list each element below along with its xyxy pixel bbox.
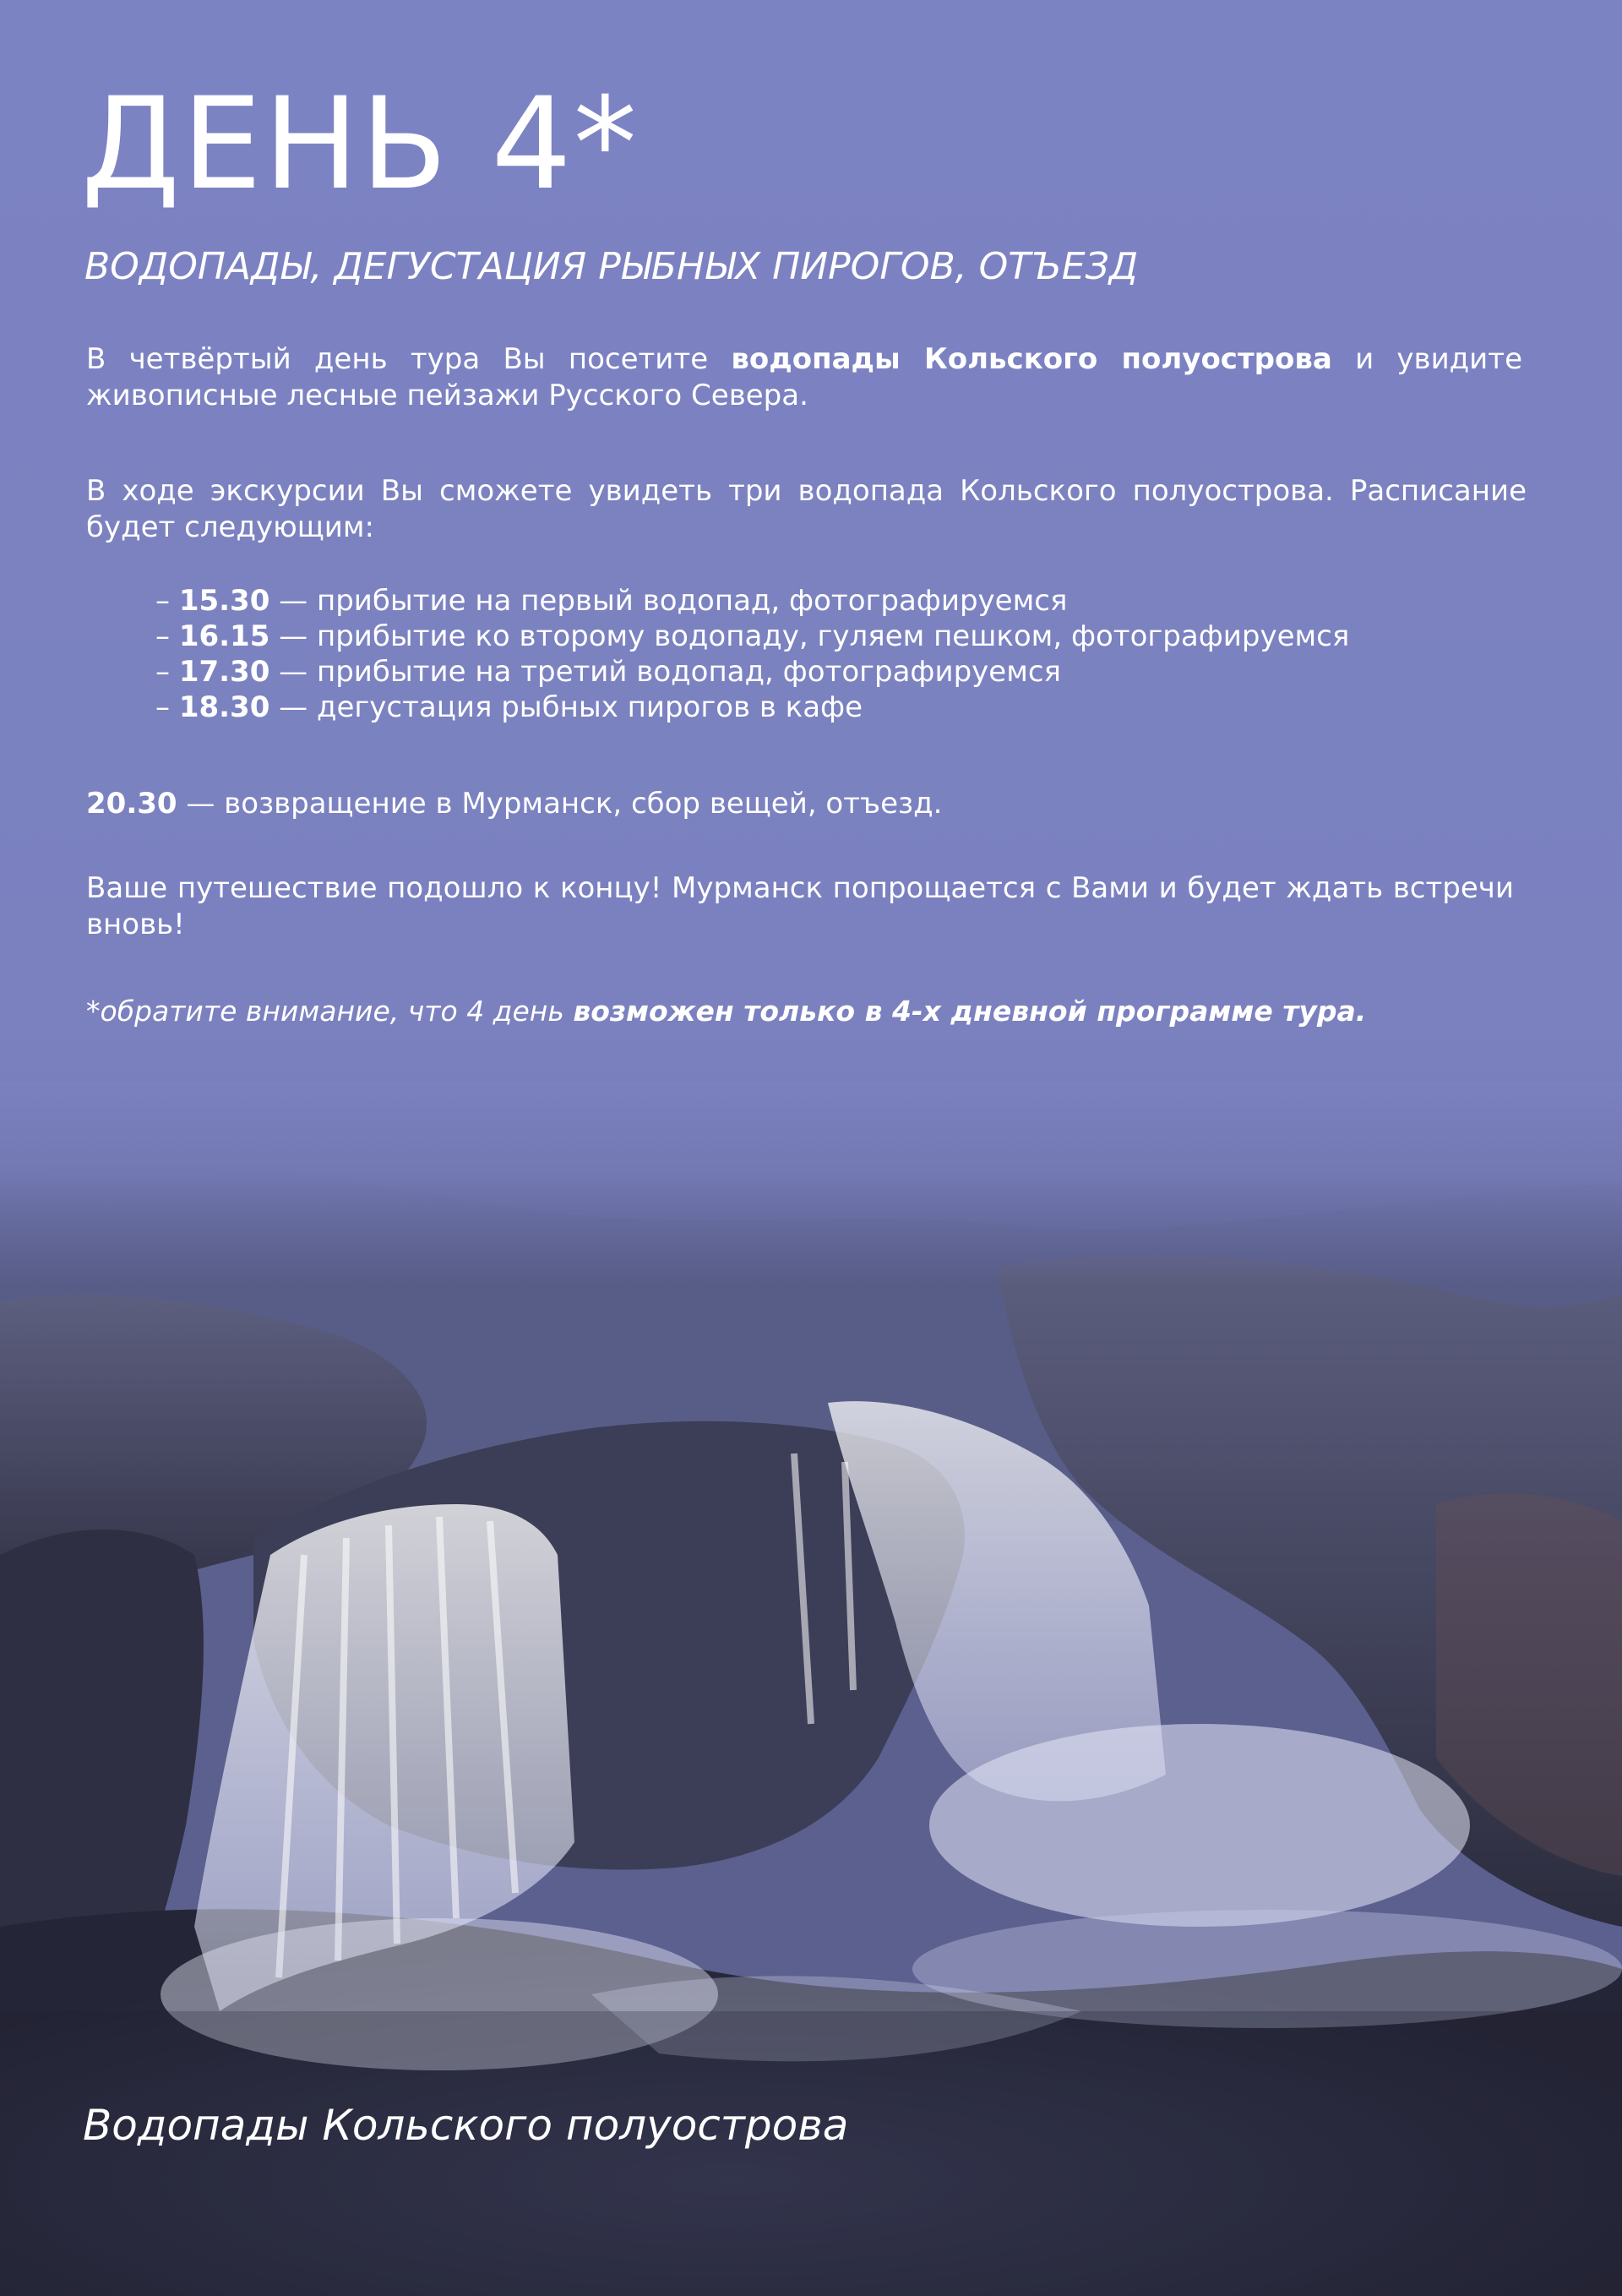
return-line	[86, 786, 942, 822]
schedule-time: 18.30	[178, 690, 270, 724]
schedule-dash: –	[155, 690, 179, 724]
schedule-text: — прибытие на третий водопад, фотографируемся	[269, 655, 1061, 689]
schedule-intro: В ходе экскурсии Вы сможете увидеть три водопада Кольского полуострова. Расписание будет следующим:	[86, 474, 1527, 544]
photo-caption: Водопады Кольского полуострова	[83, 2101, 849, 2150]
schedule-item	[155, 583, 1349, 619]
schedule-item	[155, 619, 1349, 654]
intro-text-end: и увидите живописные лесные пейзажи Русского Севера.	[86, 342, 1523, 412]
schedule-time: 16.15	[178, 619, 270, 653]
farewell-paragraph: Ваше путешествие подошло к концу! Мурманск попрощается с Вами и будет ждать встречи вновь!	[86, 871, 1514, 941]
schedule-item	[155, 654, 1349, 690]
intro-paragraph	[86, 341, 1522, 414]
footnote-highlight: возможен только в 4-х дневной программе тура.	[573, 995, 1367, 1028]
schedule-item	[155, 690, 1349, 725]
page-subtitle: ВОДОПАДЫ, ДЕГУСТАЦИЯ РЫБНЫХ ПИРОГОВ, ОТЪЕЗД	[84, 245, 1139, 288]
schedule-dash: –	[155, 619, 179, 653]
footnote	[86, 993, 1366, 1029]
footnote-text: *обратите внимание, что 4 день	[86, 995, 574, 1028]
schedule-dash: –	[155, 584, 179, 618]
schedule-list	[155, 583, 1349, 725]
page-title: ДЕНЬ 4*	[81, 71, 639, 218]
return-text: — возвращение в Мурманск, сбор вещей, отъезд.	[177, 787, 943, 821]
return-time: 20.30	[86, 787, 177, 821]
intro-text-start: В четвёртый день тура Вы посетите	[86, 342, 732, 376]
schedule-text: — дегустация рыбных пирогов в кафе	[269, 690, 863, 724]
schedule-dash: –	[155, 655, 179, 689]
intro-highlight: водопады Кольского полуострова	[731, 342, 1332, 376]
schedule-time: 17.30	[178, 655, 270, 689]
schedule-time: 15.30	[178, 584, 270, 618]
schedule-text: — прибытие на первый водопад, фотографируемся	[269, 584, 1068, 618]
schedule-text: — прибытие ко второму водопаду, гуляем пешком, фотографируемся	[269, 619, 1350, 653]
